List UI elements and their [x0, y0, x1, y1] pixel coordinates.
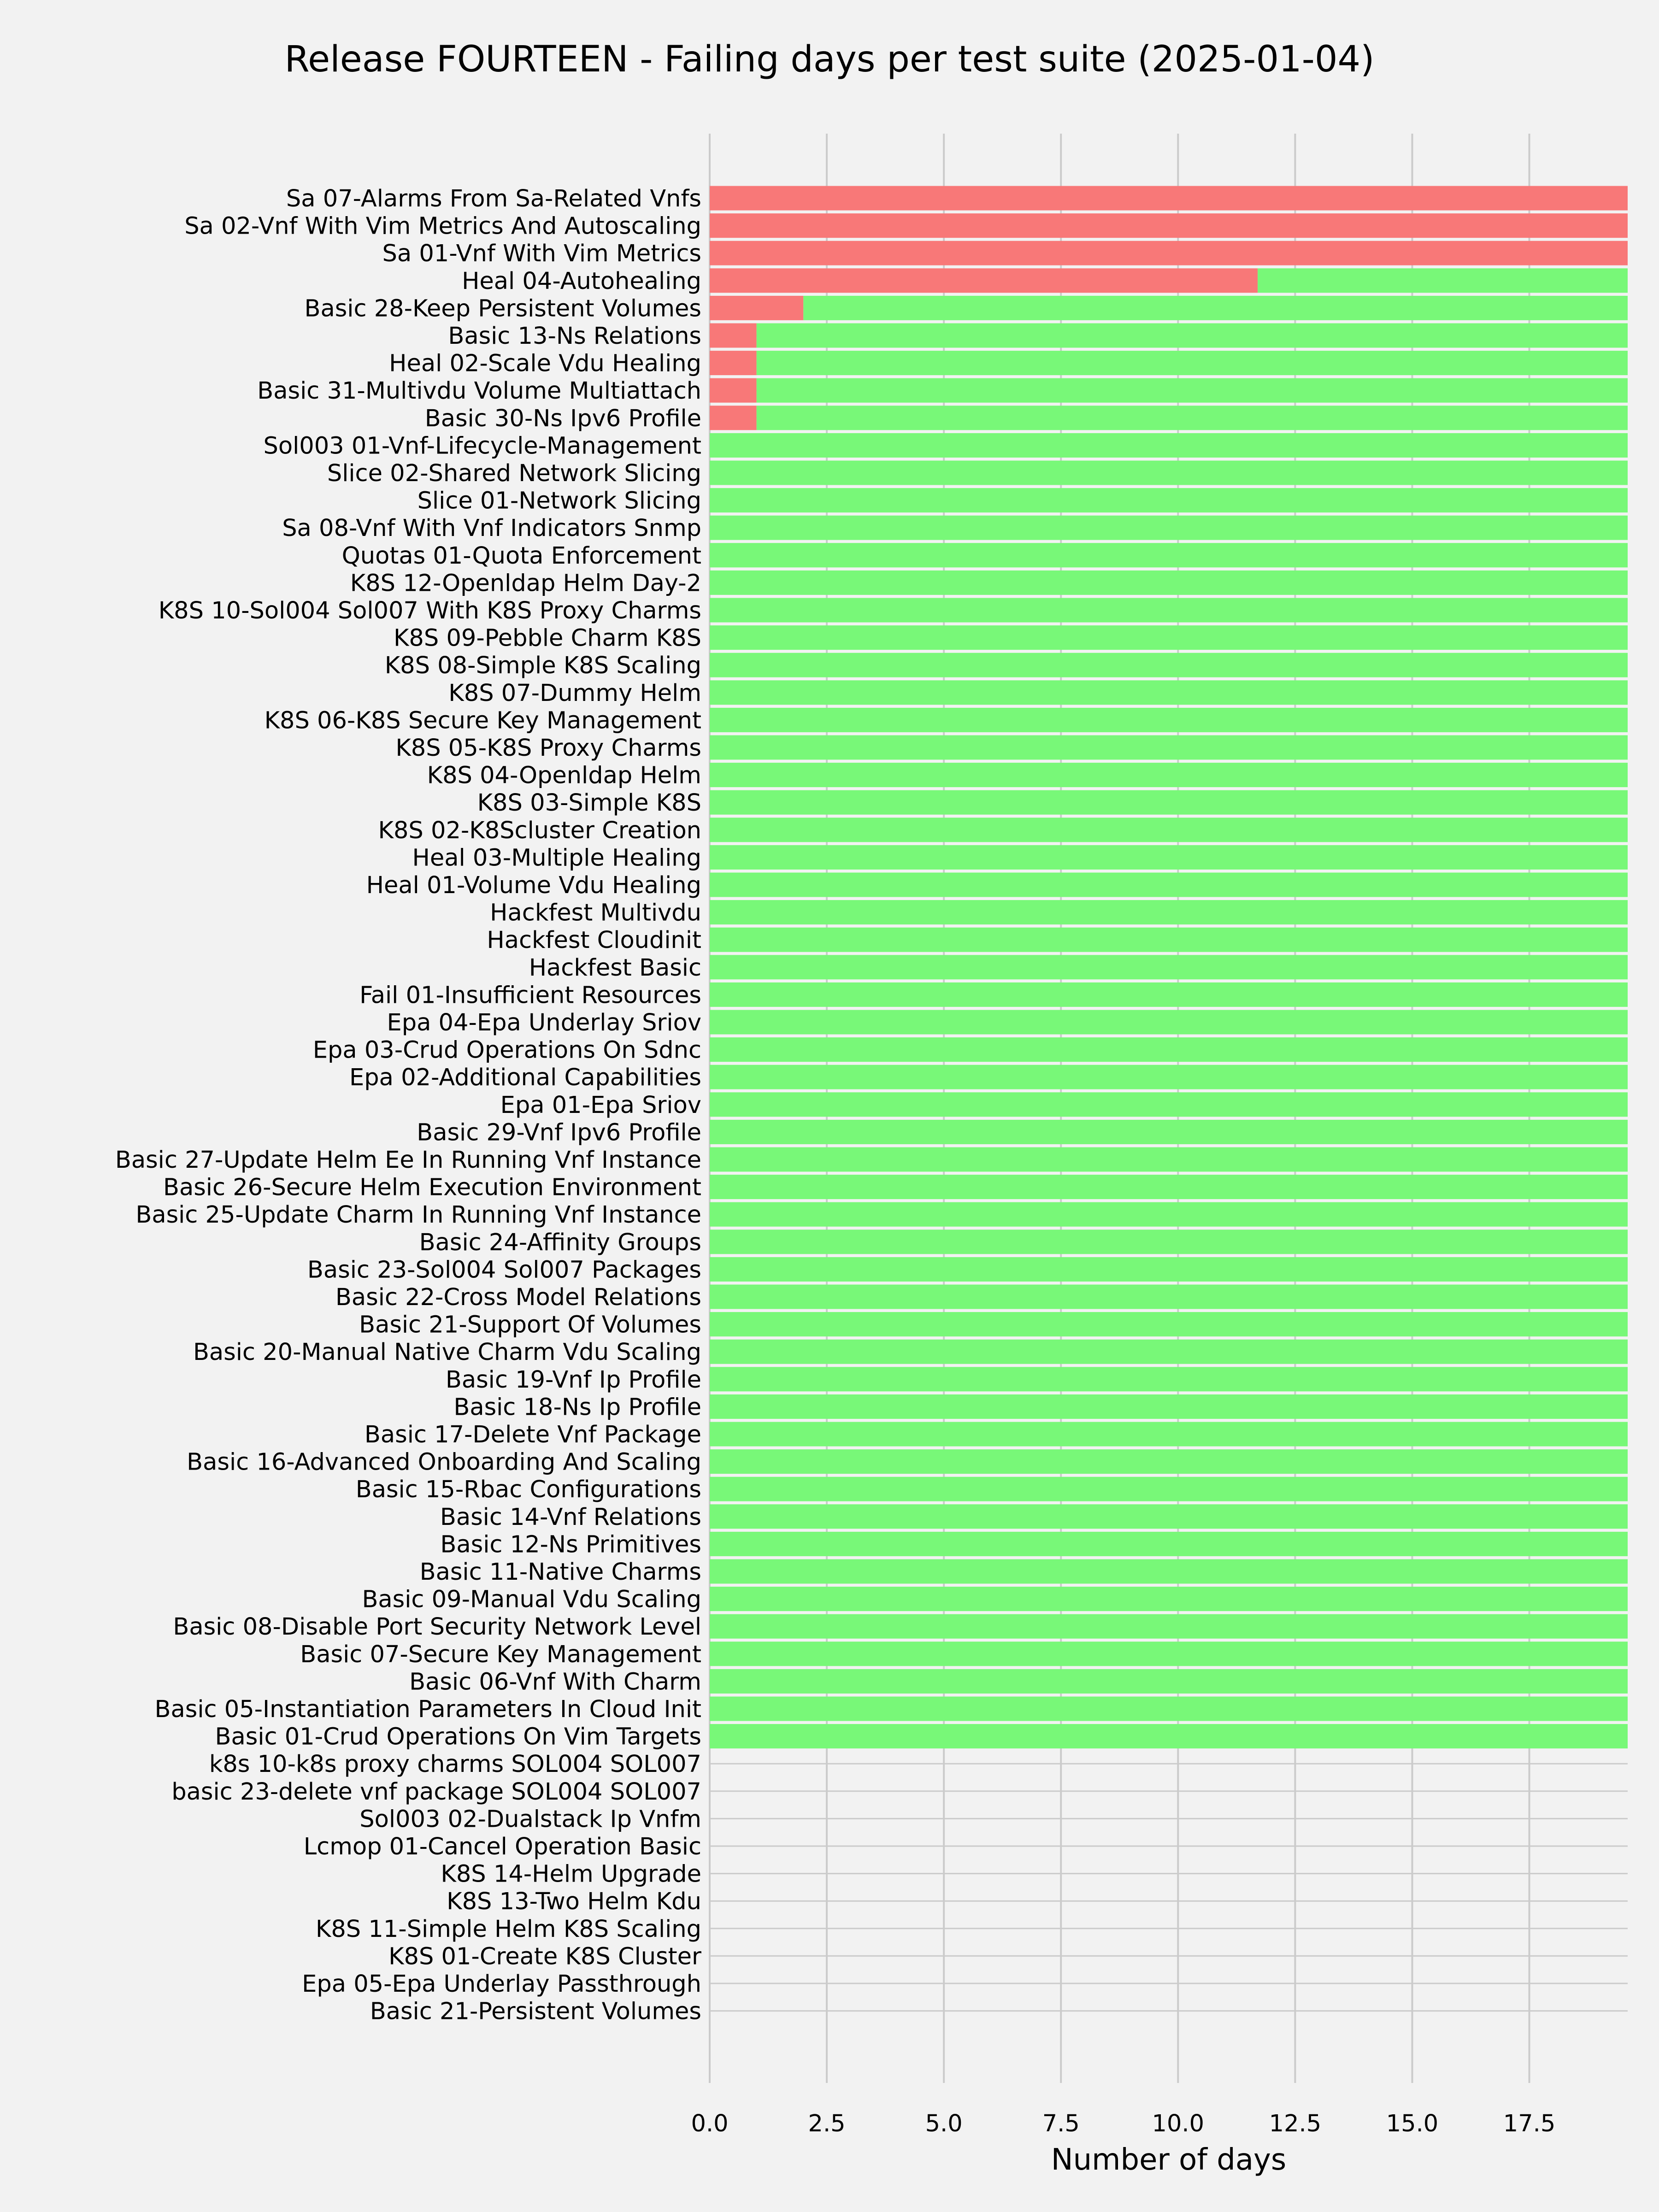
passing-days-bar — [710, 1697, 1628, 1721]
y-tick-label: K8S 07-Dummy Helm — [448, 679, 701, 707]
y-tick-label: Sa 08-Vnf With Vnf Indicators Snmp — [282, 515, 701, 542]
y-tick-label: Basic 21-Persistent Volumes — [370, 1998, 701, 2025]
y-tick-label: Basic 13-Ns Relations — [448, 323, 701, 350]
y-tick-label: Basic 22-Cross Model Relations — [335, 1284, 701, 1311]
passing-days-bar — [710, 488, 1628, 512]
y-tick-label: Basic 05-Instantiation Parameters In Cloud Init — [154, 1696, 701, 1723]
passing-days-bar — [803, 296, 1628, 320]
y-tick-label: K8S 12-Openldap Helm Day-2 — [350, 570, 701, 597]
y-tick-label: Quotas 01-Quota Enforcement — [341, 542, 701, 570]
passing-days-bar — [710, 1065, 1628, 1089]
passing-days-bar — [710, 1477, 1628, 1501]
y-tick-label: Hackfest Basic — [529, 954, 701, 982]
y-tick-label: K8S 13-Two Helm Kdu — [447, 1888, 701, 1916]
y-tick-label: Basic 18-Ns Ip Profile — [453, 1394, 701, 1421]
passing-days-bar — [710, 1724, 1628, 1748]
passing-days-bar — [710, 1614, 1628, 1639]
passing-days-bar — [710, 763, 1628, 787]
y-tick-label: Basic 29-Vnf Ipv6 Profile — [417, 1119, 701, 1147]
y-tick-label: Basic 01-Crud Operations On Vim Targets — [215, 1723, 701, 1751]
passing-days-bar — [710, 1367, 1628, 1391]
y-tick-labels — [115, 185, 701, 2025]
y-tick-label: Basic 17-Delete Vnf Package — [364, 1421, 701, 1448]
passing-days-bar — [710, 982, 1628, 1007]
y-tick-label: Heal 03-Multiple Healing — [412, 844, 701, 872]
passing-days-bar — [710, 1641, 1628, 1666]
y-tick-label: Heal 01-Volume Vdu Healing — [366, 872, 701, 899]
y-tick-label: Basic 27-Update Helm Ee In Running Vnf Instance — [115, 1147, 701, 1174]
passing-days-bar — [710, 1202, 1628, 1227]
passing-days-bar — [710, 873, 1628, 897]
x-tick-label: 7.5 — [1042, 2110, 1080, 2137]
y-tick-label: Sol003 02-Dualstack Ip Vnfm — [359, 1806, 701, 1833]
failing-days-bar — [710, 406, 757, 430]
y-tick-label: Basic 08-Disable Port Security Network Level — [173, 1613, 701, 1641]
passing-days-bar — [710, 543, 1628, 567]
y-tick-label: Slice 02-Shared Network Slicing — [327, 460, 701, 487]
y-tick-label: Basic 25-Update Charm In Running Vnf Instance — [135, 1201, 701, 1229]
y-tick-label: K8S 01-Create K8S Cluster — [388, 1943, 701, 1971]
y-tick-label: Epa 02-Additional Capabilities — [349, 1064, 701, 1092]
y-tick-label: Basic 26-Secure Helm Execution Environment — [163, 1174, 701, 1201]
passing-days-bar — [710, 845, 1628, 870]
passing-days-bar — [710, 461, 1628, 485]
y-tick-label: Basic 30-Ns Ipv6 Profile — [424, 405, 701, 432]
passing-days-bar — [710, 818, 1628, 842]
y-tick-label: Basic 06-Vnf With Charm — [409, 1668, 701, 1696]
y-tick-label: K8S 04-Openldap Helm — [427, 762, 701, 789]
y-tick-label: K8S 02-K8Scluster Creation — [378, 817, 701, 844]
y-tick-label: Hackfest Multivdu — [490, 899, 701, 927]
passing-days-bar — [710, 900, 1628, 924]
y-tick-label: Basic 28-Keep Persistent Volumes — [304, 295, 701, 323]
passing-days-bar — [710, 1394, 1628, 1419]
failing-days-bar — [710, 186, 1628, 211]
passing-days-bar — [710, 1504, 1628, 1529]
passing-days-bar — [710, 955, 1628, 979]
x-tick-label: 15.0 — [1386, 2110, 1439, 2137]
failing-days-bar — [710, 268, 1258, 293]
passing-days-bar — [710, 1120, 1628, 1144]
failing-days-bar — [710, 213, 1628, 238]
x-tick-label: 2.5 — [808, 2110, 846, 2137]
passing-days-bar — [710, 433, 1628, 458]
passing-days-bar — [757, 351, 1628, 375]
passing-days-bar — [710, 1285, 1628, 1309]
y-tick-label: Basic 07-Secure Key Management — [300, 1641, 701, 1668]
passing-days-bar — [710, 1422, 1628, 1447]
y-tick-label: K8S 03-Simple K8S — [477, 789, 701, 817]
y-tick-label: Basic 09-Manual Vdu Scaling — [362, 1586, 701, 1613]
passing-days-bar — [710, 1257, 1628, 1282]
y-tick-label: Epa 03-Crud Operations On Sdnc — [312, 1036, 701, 1064]
passing-days-bar — [757, 406, 1628, 430]
passing-days-bar — [710, 1037, 1628, 1062]
y-tick-label: Basic 23-Sol004 Sol007 Packages — [307, 1256, 701, 1284]
y-tick-label: K8S 10-Sol004 Sol007 With K8S Proxy Charms — [158, 597, 701, 624]
passing-days-bar — [1258, 268, 1628, 293]
y-tick-label: Basic 19-Vnf Ip Profile — [445, 1366, 701, 1394]
passing-days-bar — [710, 790, 1628, 815]
y-tick-label: Basic 16-Advanced Onboarding And Scaling — [187, 1448, 701, 1476]
passing-days-bar — [710, 1532, 1628, 1556]
y-tick-label: K8S 09-Pebble Charm K8S — [393, 624, 701, 652]
x-tick-label: 17.5 — [1503, 2110, 1556, 2137]
y-tick-label: Slice 01-Network Slicing — [417, 487, 701, 515]
passing-days-bar — [710, 1092, 1628, 1117]
y-tick-label: Epa 01-Epa Sriov — [500, 1091, 701, 1119]
y-tick-label: Basic 21-Support Of Volumes — [359, 1311, 701, 1339]
passing-days-bar — [757, 324, 1628, 348]
y-tick-label: Basic 24-Affinity Groups — [419, 1229, 701, 1256]
passing-days-bar — [710, 516, 1628, 540]
passing-days-bar — [710, 735, 1628, 760]
y-tick-label: Heal 02-Scale Vdu Healing — [389, 350, 701, 377]
y-tick-label: K8S 06-K8S Secure Key Management — [264, 707, 701, 735]
passing-days-bar — [710, 1010, 1628, 1035]
y-tick-label: K8S 11-Simple Helm K8S Scaling — [315, 1915, 701, 1943]
x-tick-label: 5.0 — [925, 2110, 963, 2137]
y-tick-label: Basic 14-Vnf Relations — [440, 1503, 701, 1531]
y-tick-label: K8S 05-K8S Proxy Charms — [395, 735, 701, 762]
failing-days-bar — [710, 378, 757, 403]
passing-days-bar — [710, 571, 1628, 595]
failing-days-bar — [710, 296, 803, 320]
y-tick-label: Sa 07-Alarms From Sa-Related Vnfs — [286, 185, 701, 212]
y-tick-label: K8S 14-Helm Upgrade — [441, 1860, 701, 1888]
y-tick-label: Basic 20-Manual Native Charm Vdu Scaling — [193, 1339, 701, 1366]
passing-days-bar — [710, 1312, 1628, 1336]
passing-days-bar — [710, 1559, 1628, 1584]
y-tick-label: Basic 15-Rbac Configurations — [355, 1476, 701, 1504]
x-axis-label: Number of days — [1051, 2143, 1287, 2177]
failing-days-bar — [710, 241, 1628, 265]
y-tick-label: k8s 10-k8s proxy charms SOL004 SOL007 — [209, 1751, 701, 1778]
y-tick-label: basic 23-delete vnf package SOL004 SOL007 — [171, 1778, 701, 1806]
y-tick-label: Basic 12-Ns Primitives — [440, 1531, 701, 1559]
y-tick-label: Sol003 01-Vnf-Lifecycle-Management — [263, 432, 701, 460]
x-tick-labels — [691, 2110, 1555, 2137]
x-tick-label: 0.0 — [691, 2110, 729, 2137]
passing-days-bar — [710, 1449, 1628, 1474]
passing-days-bar — [710, 708, 1628, 732]
x-tick-label: 10.0 — [1152, 2110, 1205, 2137]
y-tick-label: Fail 01-Insufficient Resources — [359, 982, 701, 1009]
passing-days-bar — [710, 598, 1628, 623]
passing-days-bar — [710, 1147, 1628, 1172]
y-tick-label: Heal 04-Autohealing — [462, 267, 701, 295]
y-tick-label: Epa 05-Epa Underlay Passthrough — [302, 1971, 701, 1998]
y-tick-label: Basic 11-Native Charms — [419, 1559, 701, 1586]
passing-days-bar — [710, 1340, 1628, 1364]
passing-days-bar — [710, 928, 1628, 952]
passing-days-bar — [710, 625, 1628, 650]
passing-days-bar — [710, 1587, 1628, 1611]
bars — [710, 186, 1628, 1749]
y-tick-label: Lcmop 01-Cancel Operation Basic — [303, 1833, 701, 1860]
y-tick-label: Hackfest Cloudinit — [487, 927, 701, 954]
passing-days-bar — [757, 378, 1628, 403]
passing-days-bar — [710, 1175, 1628, 1199]
y-tick-label: Sa 01-Vnf With Vim Metrics — [382, 240, 701, 268]
passing-days-bar — [710, 680, 1628, 705]
failing-days-bar — [710, 324, 757, 348]
y-tick-label: Sa 02-Vnf With Vim Metrics And Autoscaling — [184, 212, 701, 240]
x-tick-label: 12.5 — [1269, 2110, 1322, 2137]
failing-days-bar — [710, 351, 757, 375]
passing-days-bar — [710, 1230, 1628, 1254]
y-tick-label: Epa 04-Epa Underlay Sriov — [387, 1009, 701, 1036]
passing-days-bar — [710, 653, 1628, 677]
passing-days-bar — [710, 1669, 1628, 1694]
chart-title: Release FOURTEEN - Failing days per test suite (2025-01-04) — [284, 39, 1375, 80]
y-tick-label: K8S 08-Simple K8S Scaling — [384, 652, 701, 680]
y-tick-label: Basic 31-Multivdu Volume Multiattach — [257, 377, 701, 405]
